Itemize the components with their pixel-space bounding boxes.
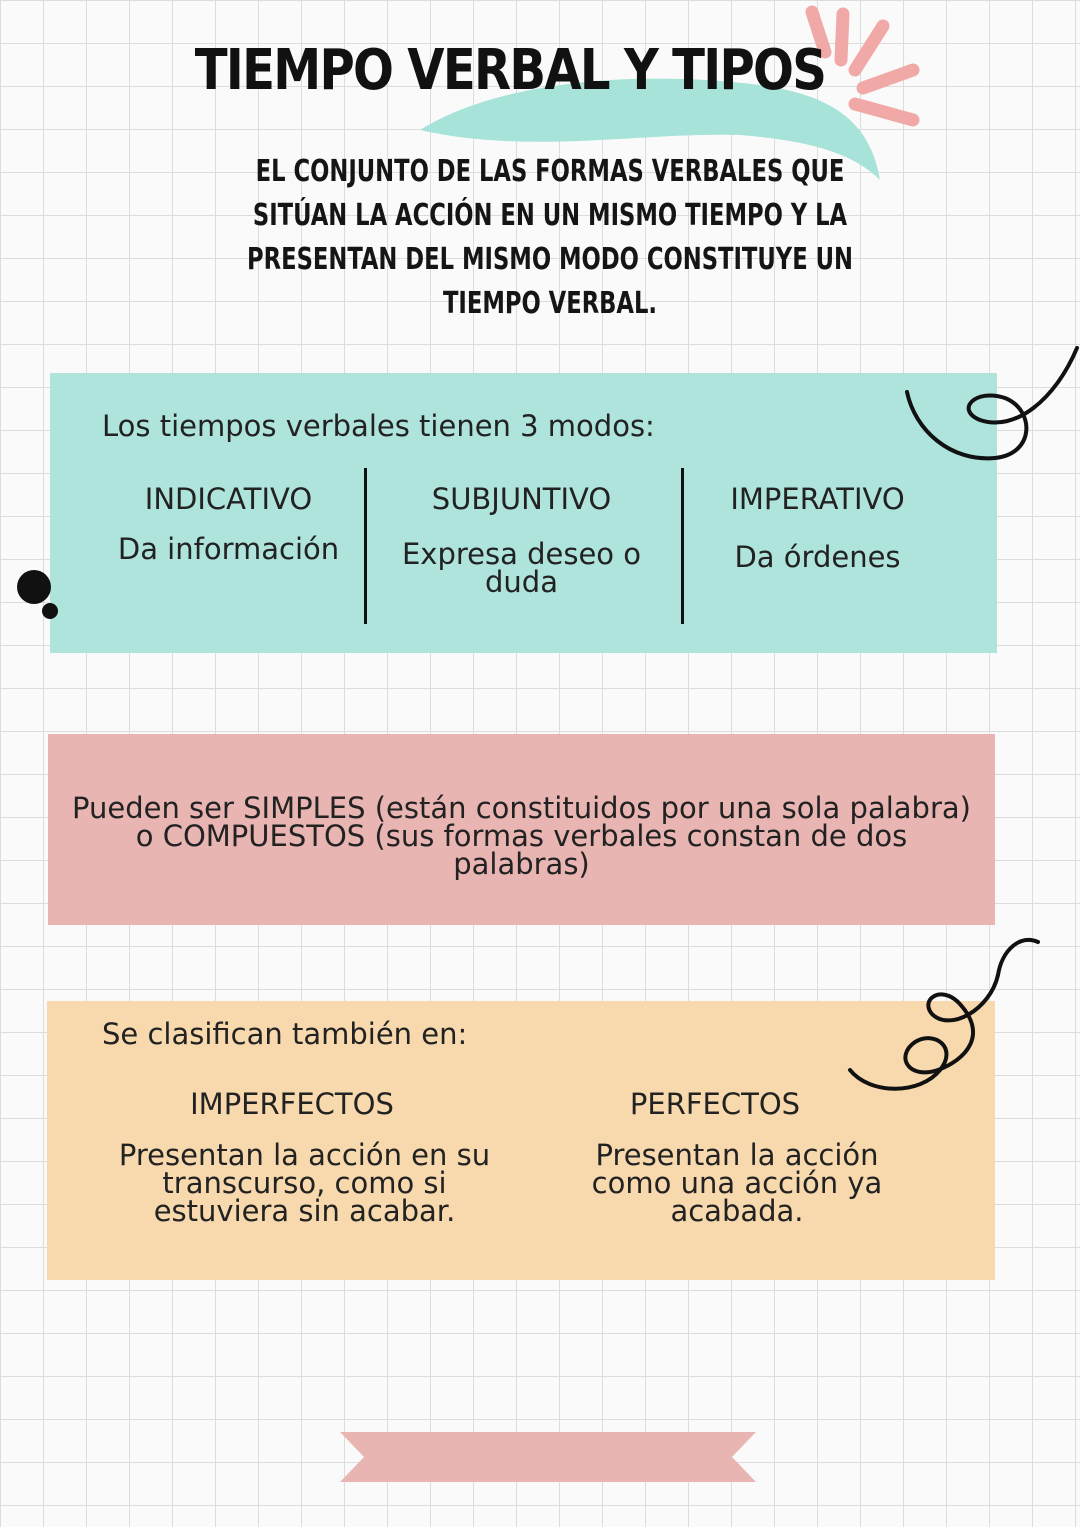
type-perfectos-description: Presentan la acción como una acción ya acabada. (591, 1138, 883, 1228)
type-imperfectos-title: IMPERFECTOS (190, 1087, 394, 1121)
ribbon-banner-decoration (340, 1432, 756, 1482)
mode-imperativo-description: Da órdenes (734, 540, 901, 574)
aspect-heading: Se clasifican también en: (102, 1017, 468, 1051)
mode-indicativo-description: Da información (117, 532, 340, 566)
mode-indicativo-title: INDICATIVO (144, 482, 313, 516)
modes-heading: Los tiempos verbales tienen 3 modos: (102, 409, 655, 443)
type-perfectos-title: PERFECTOS (629, 1087, 801, 1121)
mode-subjuntivo-title: SUBJUNTIVO (431, 482, 612, 516)
intro-definition: EL CONJUNTO DE LAS FORMAS VERBALES QUE SITÚAN LA ACCIÓN EN UN MISMO TIEMPO Y LA PRESENTAN DEL MISMO MODO CONSTITUYE UN TIEMPO VERBAL. (247, 154, 853, 321)
mode-imperativo-title: IMPERATIVO (730, 482, 905, 516)
forms-card (48, 734, 995, 925)
column-divider (681, 468, 684, 624)
mode-subjuntivo-description: Expresa deseo o duda (401, 537, 642, 599)
modes-card (50, 373, 997, 653)
curly-doodle-decoration (840, 930, 1045, 1100)
type-imperfectos-description: Presentan la acción en su transcurso, como si estuviera sin acabar. (118, 1138, 491, 1228)
column-divider (364, 468, 367, 624)
forms-text: Pueden ser SIMPLES (están constituidos por una sola palabra) o COMPUESTOS (sus formas verbales constan de dos palabras) (72, 791, 971, 881)
swirl-decoration (895, 340, 1080, 470)
dots-decoration (10, 565, 65, 625)
page-title: TIEMPO VERBAL Y TIPOS (194, 38, 826, 103)
